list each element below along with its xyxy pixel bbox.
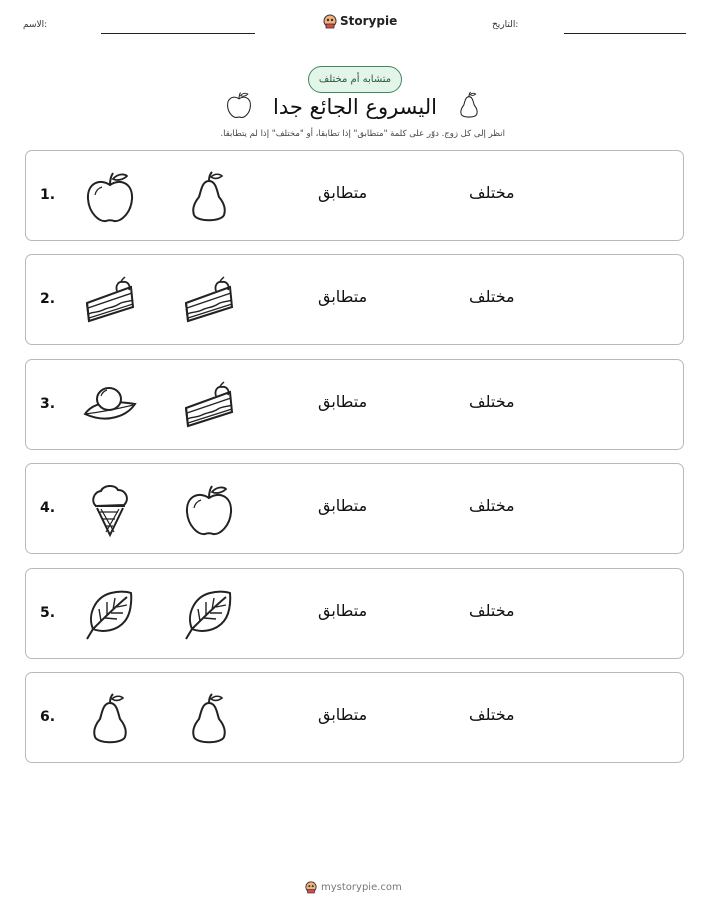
pear-icon	[83, 691, 137, 747]
row-number: 4.	[40, 500, 56, 516]
row-number: 3.	[40, 396, 56, 412]
row-number: 6.	[40, 709, 56, 725]
name-label: الاسم:	[23, 20, 48, 30]
apple-icon	[225, 90, 253, 124]
different-option[interactable]: مختلف	[469, 601, 515, 620]
apple-icon	[182, 482, 236, 538]
exercise-row	[25, 150, 684, 241]
exercise-row	[25, 568, 684, 659]
exercise-row	[25, 672, 684, 763]
exercise-row	[25, 254, 684, 345]
match-option[interactable]: متطابق	[318, 392, 368, 411]
row-number: 5.	[40, 605, 56, 621]
match-option[interactable]: متطابق	[318, 601, 368, 620]
ice-cream-icon	[83, 482, 137, 538]
exercise-row	[25, 359, 684, 450]
exercise-row	[25, 463, 684, 554]
egg-on-leaf-icon	[83, 378, 137, 434]
different-option[interactable]: مختلف	[469, 392, 515, 411]
apple-icon	[83, 169, 137, 225]
date-label: التاريخ:	[492, 20, 519, 30]
pear-icon	[182, 169, 236, 225]
footer	[305, 880, 402, 894]
different-option[interactable]: مختلف	[469, 183, 515, 202]
mascot-icon	[305, 880, 317, 894]
page-title: اليسروع الجائع جدا	[273, 95, 437, 119]
row-number: 1.	[40, 187, 56, 203]
match-option[interactable]: متطابق	[318, 287, 368, 306]
leaf-icon	[182, 587, 236, 643]
name-line[interactable]	[101, 33, 255, 34]
brand-name: Storypie	[340, 14, 398, 28]
cake-icon	[182, 273, 236, 329]
cake-icon	[83, 273, 137, 329]
leaf-icon	[83, 587, 137, 643]
pear-icon	[455, 90, 483, 124]
brand-logo	[323, 13, 397, 29]
match-option[interactable]: متطابق	[318, 705, 368, 724]
instructions: انظر إلى كل زوج. دوّر على كلمة "متطابق" إذا تطابقا، أو "مختلف" إذا لم يتطابقا.	[220, 129, 505, 139]
different-option[interactable]: مختلف	[469, 287, 515, 306]
row-number: 2.	[40, 291, 56, 307]
different-option[interactable]: مختلف	[469, 496, 515, 515]
mascot-icon	[323, 13, 337, 29]
match-option[interactable]: متطابق	[318, 183, 368, 202]
worksheet-type-badge: متشابه أم مختلف	[308, 66, 402, 93]
footer-site: mystorypie.com	[321, 881, 402, 893]
cake-icon	[182, 378, 236, 434]
pear-icon	[182, 691, 236, 747]
date-line[interactable]	[564, 33, 686, 34]
match-option[interactable]: متطابق	[318, 496, 368, 515]
different-option[interactable]: مختلف	[469, 705, 515, 724]
